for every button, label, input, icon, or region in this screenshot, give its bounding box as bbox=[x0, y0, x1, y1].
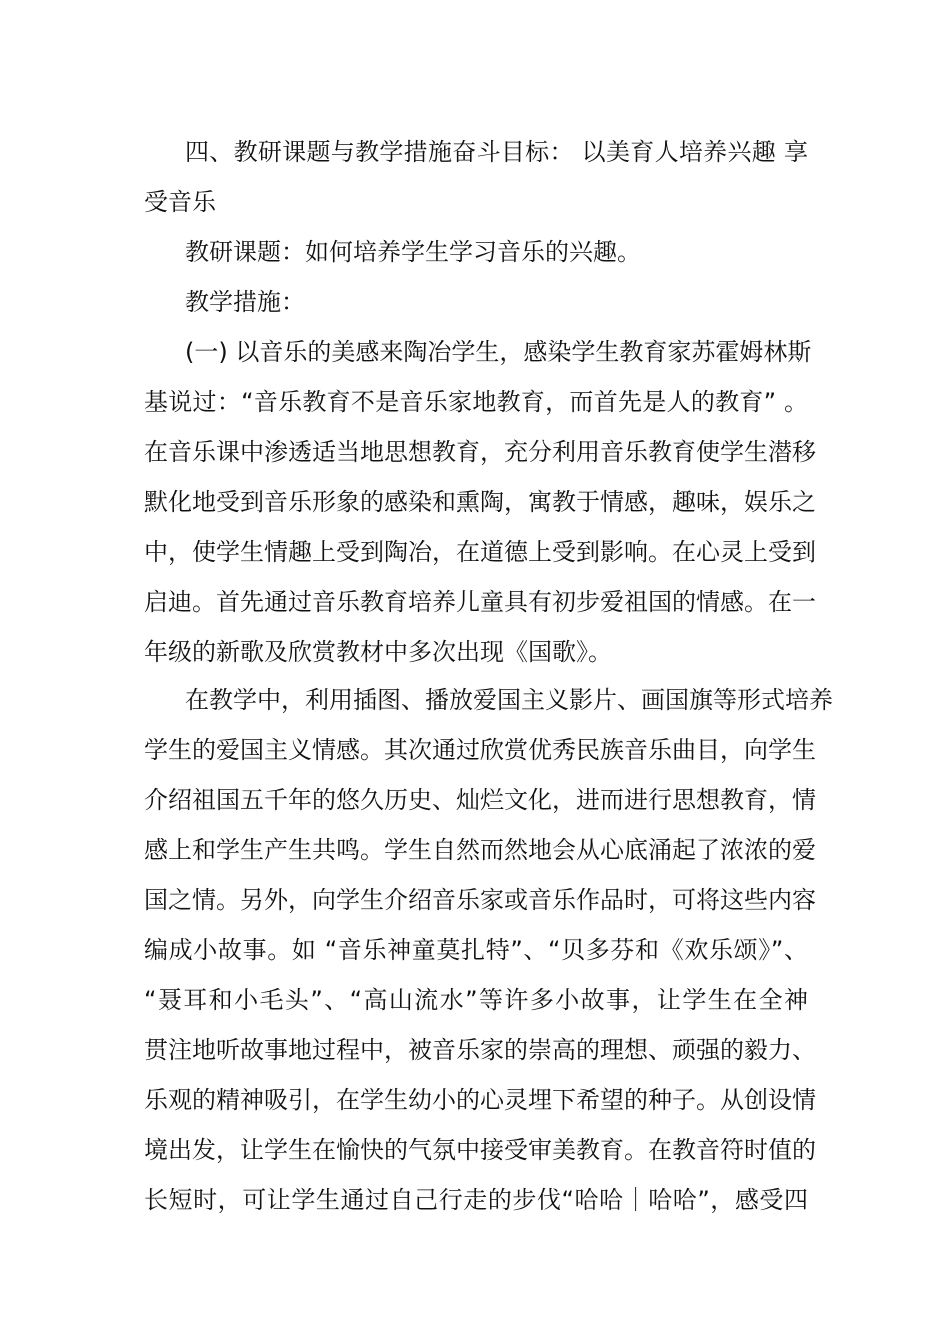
text-line: “聂耳和小毛头”、“高山流水”等许多小故事，让学生在全神 bbox=[144, 986, 808, 1014]
text-line-research-topic: 教研课题：如何培养学生学习音乐的兴趣。 bbox=[185, 238, 641, 266]
text-line: 学生的爱国主义情感。其次通过欣赏优秀民族音乐曲目，向学生 bbox=[144, 736, 816, 764]
text-line: (一) 以音乐的美感来陶冶学生，感染学生教育家苏霍姆林斯 bbox=[185, 338, 812, 366]
text-line: 境出发，让学生在愉快的气氛中接受审美教育。在教音符时值的 bbox=[144, 1136, 816, 1164]
text-line: 年级的新歌及欣赏教材中多次出现《国歌》。 bbox=[144, 638, 612, 666]
text-line: 中，使学生情趣上受到陶冶，在道德上受到影响。在心灵上受到 bbox=[144, 538, 816, 566]
text-line-heading: 四、教研课题与教学措施奋斗目标： 以美育人培养兴趣 享 bbox=[185, 138, 808, 166]
text-line: 默化地受到音乐形象的感染和熏陶，寓教于情感，趣味，娱乐之 bbox=[144, 488, 816, 516]
text-line: 介绍祖国五千年的悠久历史、灿烂文化，进而进行思想教育，情 bbox=[144, 786, 816, 814]
text-line: 在教学中，利用插图、播放爱国主义影片、画国旗等形式培养 bbox=[185, 686, 833, 714]
text-line: 编成小故事。如 “音乐神童莫扎特”、“贝多芬和《欢乐颂》”、 bbox=[144, 936, 808, 964]
text-line: 基说过：“音乐教育不是音乐家地教育，而首先是人的教育” 。 bbox=[144, 388, 808, 416]
text-line: 乐观的精神吸引，在学生幼小的心灵埋下希望的种子。从创设情 bbox=[144, 1086, 816, 1114]
text-line: 受音乐 bbox=[144, 188, 216, 216]
text-line: 启迪。首先通过音乐教育培养儿童具有初步爱祖国的情感。在一 bbox=[144, 588, 816, 616]
text-line-measures-label: 教学措施： bbox=[185, 288, 305, 316]
text-line: 长短时，可让学生通过自己行走的步伐“哈哈｜哈哈”，感受四 bbox=[144, 1186, 808, 1214]
text-line: 感上和学生产生共鸣。学生自然而然地会从心底涌起了浓浓的爱 bbox=[144, 836, 816, 864]
text-line: 国之情。另外，向学生介绍音乐家或音乐作品时，可将这些内容 bbox=[144, 886, 816, 914]
text-line: 贯注地听故事地过程中，被音乐家的崇高的理想、顽强的毅力、 bbox=[144, 1036, 816, 1064]
text-line: 在音乐课中渗透适当地思想教育，充分利用音乐教育使学生潜移 bbox=[144, 438, 816, 466]
